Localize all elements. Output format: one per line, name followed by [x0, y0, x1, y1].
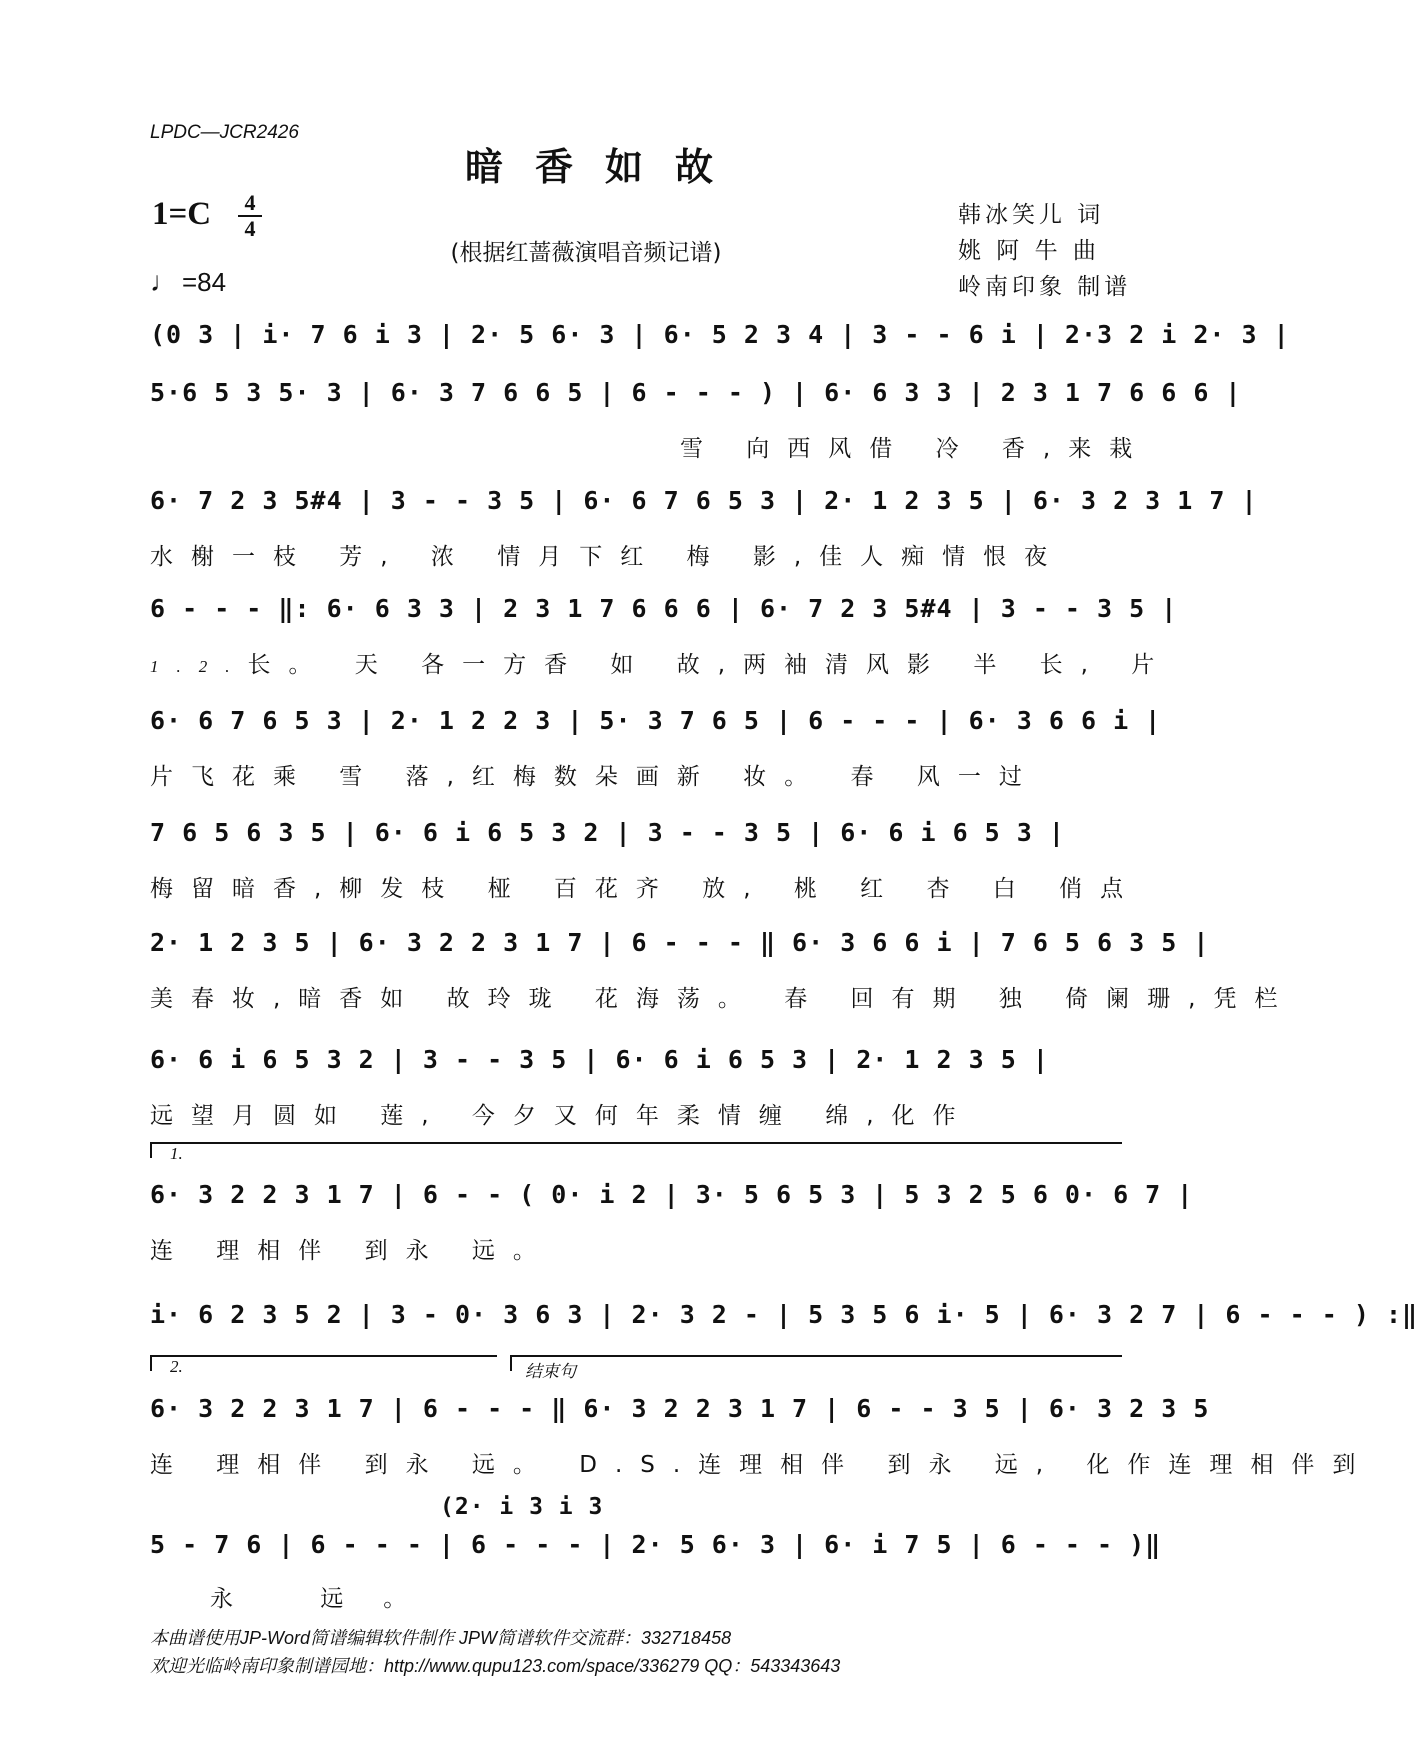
composer-credit: 姚 阿 牛 曲 — [958, 238, 1100, 264]
lyric-line: 片飞花乘 雪 落,红梅数朵画新 妆。 春 风一过 — [150, 764, 1040, 790]
lyric-text: 美春妆,暗香如 故玲珑 花海荡。 春 回有期 独 倚阑珊,凭栏 — [150, 986, 1296, 1012]
volta-bracket-2 — [150, 1355, 497, 1371]
lyricist-credit: 韩冰笑儿 词 — [958, 202, 1105, 228]
meter-bottom: 4 — [244, 216, 256, 241]
verse-number-label: 1.2. — [150, 657, 248, 676]
volta-1-label: 1. — [170, 1144, 183, 1163]
notation-row: 7 6 5 6 3 5 | 6· 6 i 6 5 3 2 | 3 - - 3 5 | 6· 6 i 6 5 3 | — [150, 818, 1065, 847]
quarter-note-icon: ♩ — [150, 266, 178, 297]
notation-row: 6· 3 2 2 3 1 7 | 6 - - ( 0· i 2 | 3· 5 6 5 3 | 5 3 2 5 6 0· 6 7 | — [150, 1180, 1194, 1209]
notation-row: 6 - - - ‖: 6· 6 3 3 | 2 3 1 7 6 6 6 | 6· 7 2 3 5#4 | 3 - - 3 5 | — [150, 594, 1178, 623]
notation-row: 5·6 5 3 5· 3 | 6· 3 7 6 6 5 | 6 - - - ) | 6· 6 3 3 | 2 3 1 7 6 6 6 | — [150, 378, 1242, 407]
notation-row: 6· 6 i 6 5 3 2 | 3 - - 3 5 | 6· 6 i 6 5 3 | 2· 1 2 3 5 | — [150, 1045, 1049, 1074]
notation-row: 6· 6 7 6 5 3 | 2· 1 2 2 3 | 5· 3 7 6 5 | 6 - - - | 6· 3 6 6 i | — [150, 706, 1162, 735]
tempo-marking — [150, 266, 226, 298]
lyric-line: 水榭一枝 芳, 浓 情月下红 梅 影,佳人痴情恨夜 — [150, 544, 1066, 570]
tempo-value: =84 — [182, 267, 227, 297]
lyric-line: 梅留暗香,柳发枝 桠 百花齐 放, 桃 红 杏 白 俏点 — [150, 876, 1142, 902]
footer-line-1: 本曲谱使用JP-Word简谱编辑软件制作 JPW简谱软件交流群：332718458 — [150, 1628, 732, 1648]
overlay-notation: (2· i 3 i 3 — [440, 1494, 604, 1520]
notation-row: 2· 1 2 3 5 | 6· 3 2 2 3 1 7 | 6 - - - ‖ 6· 3 6 6 i | 7 6 5 6 3 5 | — [150, 928, 1210, 957]
lyric-line — [150, 646, 1173, 679]
ending-bracket — [510, 1355, 1122, 1371]
lyric-text: 长。 天 各一方香 如 故,两袖清风影 半 长, 片 — [247, 652, 1173, 678]
score-code: LPDC—JCR2426 — [150, 122, 299, 143]
meter-top: 4 — [244, 190, 256, 215]
notation-row: 6· 7 2 3 5#4 | 3 - - 3 5 | 6· 6 7 6 5 3 | 2· 1 2 3 5 | 6· 3 2 3 1 7 | — [150, 486, 1258, 515]
score-title: 暗香如故 — [464, 144, 745, 189]
lyric-line: 连 理相伴 到永 远。 — [150, 1238, 554, 1264]
lyric-line — [150, 980, 1296, 1013]
notation-row: 6· 3 2 2 3 1 7 | 6 - - - ‖ 6· 3 2 2 3 1 7 | 6 - - 3 5 | 6· 3 2 3 5 — [150, 1394, 1210, 1423]
notation-row: (0 3 | i· 7 6 i 3 | 2· 5 6· 3 | 6· 5 2 3 4 | 3 - - 6 i | 2·3 2 i 2· 3 | — [150, 320, 1290, 349]
subtitle: (根据红蔷薇演唱音频记谱) — [450, 240, 722, 266]
volta-bracket-1 — [150, 1142, 1122, 1158]
notation-row: 5 - 7 6 | 6 - - - | 6 - - - | 2· 5 6· 3 | 6· i 7 5 | 6 - - - )‖ — [150, 1530, 1162, 1559]
ending-label: 结束句 — [525, 1362, 576, 1381]
key-signature: 1=C — [152, 196, 212, 232]
engraver-credit: 岭南印象 制谱 — [958, 274, 1132, 300]
footer-line-2: 欢迎光临岭南印象制谱园地：http://www.qupu123.com/space/336279 QQ：543343643 — [150, 1656, 841, 1676]
lyric-line: 连 理相伴 到永 远。 D.S.连理相伴 到永 远, 化作连理相伴到 — [150, 1452, 1374, 1478]
lyric-line: 远望月圆如 莲, 今夕又何年柔情缠 绵,化作 — [150, 1103, 974, 1129]
lyric-line: 永 远。 — [210, 1586, 447, 1612]
lyric-line: 雪 向西风借 冷 香,来栽 — [680, 436, 1151, 462]
time-signature — [238, 192, 262, 240]
volta-2-label: 2. — [170, 1357, 183, 1376]
notation-row: i· 6 2 3 5 2 | 3 - 0· 3 6 3 | 2· 3 2 - | 5 3 5 6 i· 5 | 6· 3 2 7 | 6 - - - ) :‖ — [150, 1300, 1418, 1329]
